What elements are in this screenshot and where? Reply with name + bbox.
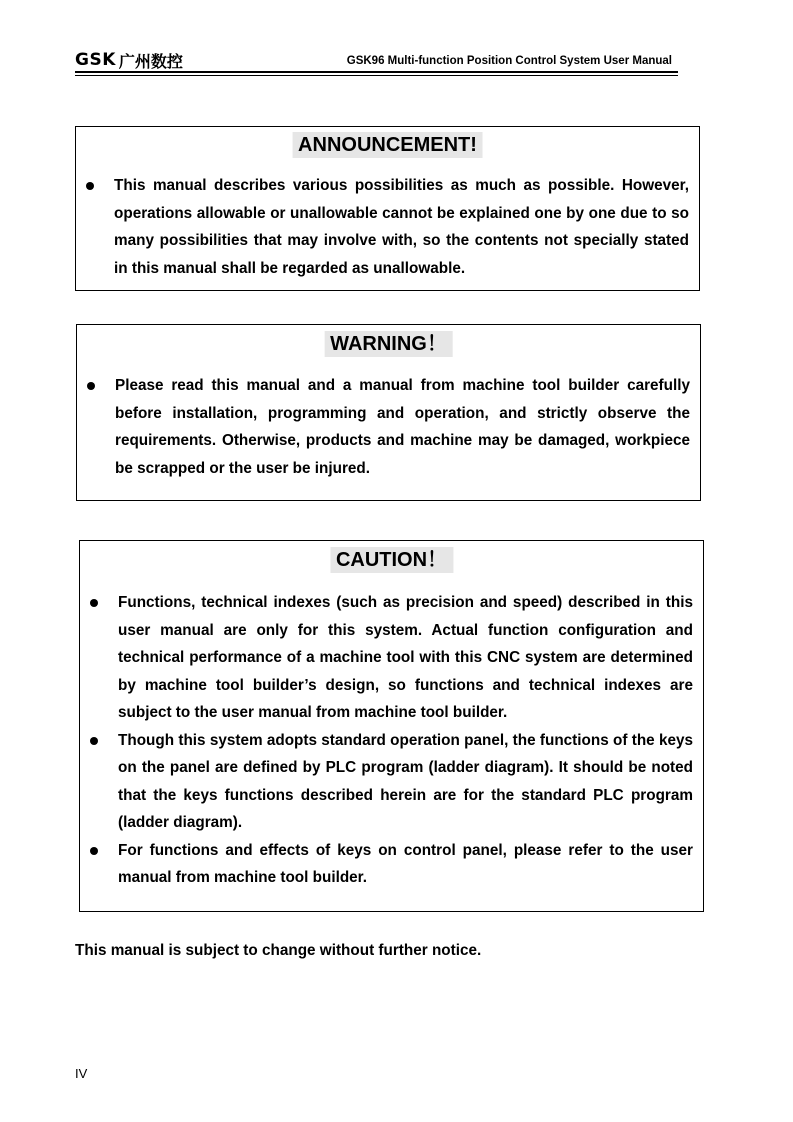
logo-cjk-text: 广州数控 (118, 51, 183, 71)
bullet-icon (90, 737, 98, 745)
list-item (80, 727, 693, 837)
change-notice: This manual is subject to change without further notice. (75, 942, 482, 959)
caution-item-text: For functions and effects of keys on control panel, please refer to the user manual from machine tool builder. (118, 841, 693, 886)
logo-latin-text: GSK (75, 50, 116, 70)
page-header (75, 48, 678, 76)
caution-title: CAUTION！ (330, 547, 453, 573)
caution-item-text: Though this system adopts standard operation panel, the functions of the keys on the panel are defined by PLC program (ladder diagram). It should be noted that the keys functions described herein are for the standard PLC program (ladder diagram). (118, 731, 693, 831)
header-rule-thick (75, 71, 678, 73)
announcement-list (76, 172, 689, 282)
bullet-icon (87, 382, 95, 390)
warning-box (76, 324, 701, 501)
announcement-box (75, 126, 700, 291)
warning-item-text: Please read this manual and a manual from machine tool builder carefully before installation, programming and operation, and strictly observe the requirements. Otherwise, products and machine may be damaged, workpiece be scrapped or the user be injured. (115, 377, 690, 477)
caution-item-text: Functions, technical indexes (such as precision and speed) described in this user manual are only for this system. Actual function configuration and technical performance of a machine tool with this CNC system are determined by machine tool builder’s design, so functions and technical indexes are subject to the user manual from machine tool builder. (118, 594, 693, 721)
warning-title: WARNING！ (324, 331, 453, 357)
announcement-title: ANNOUNCEMENT! (292, 132, 483, 158)
list-item (80, 589, 693, 727)
caution-list (80, 589, 693, 892)
gsk-logo (75, 50, 183, 70)
bullet-icon (90, 599, 98, 607)
bullet-icon (90, 847, 98, 855)
list-item (80, 837, 693, 892)
bullet-icon (86, 182, 94, 190)
warning-list (77, 372, 690, 482)
header-rule-thin (75, 75, 678, 76)
announcement-item-text: This manual describes various possibilities as much as possible. However, operations allowable or unallowable cannot be explained one by one due to so many possibilities that may involve with, so the contents not specially stated in this manual shall be regarded as unallowable. (114, 177, 689, 277)
page-number: IV (75, 1066, 88, 1081)
running-title: GSK96 Multi-function Position Control System User Manual (346, 55, 672, 67)
list-item (77, 372, 690, 482)
list-item (76, 172, 689, 282)
caution-box (79, 540, 704, 912)
